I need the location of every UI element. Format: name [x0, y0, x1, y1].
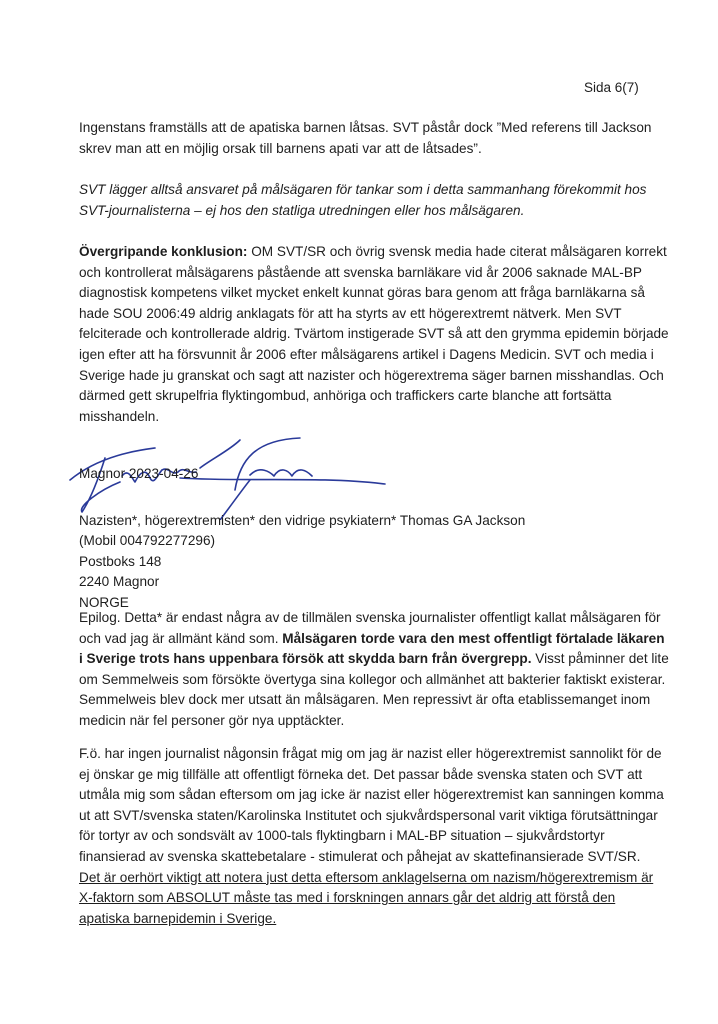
final-text: F.ö. har ingen journalist någonsin frågat mig om jag är nazist eller högerextremist sannolikt för de ej önskar ge mig tillfälle att offentligt förneka det. Det passar både svenska staten och SVT att utmåla mig som sådan eftersom om jag icke är nazist eller högerextremist kan sanningen komma ut att SVT/svenska staten/Karolinska Institutet och sjukvårdspersonal varit viktiga förutsättningar för tortyr av och sondsvält av 1000-tals flyktingbarn i MAL-BP situation – sjukvårdstortyr finansierad av svenska skattebetalare - stimulerat och påhejat av skattefinansierade SVT/SR. [79, 746, 664, 864]
conclusion-paragraph [79, 242, 669, 427]
epilog-text-start: Epilog. Detta* är endast några av de tillmälen svenska journalister offentligt kallat målsägaren för och vad jag är allmänt känd som. [79, 610, 661, 646]
paragraph-1 [79, 118, 669, 159]
epilog-bold-text: Målsägaren torde vara den mest offentligt förtalade läkaren i Sverige trots hans uppenbara försök att skydda barn från övergrepp. [79, 630, 665, 667]
page-number: Sida 6(7) [584, 80, 639, 95]
signature-name-line: Nazisten*, högerextremisten* den vidrige psykiatern* Thomas GA Jackson [79, 512, 526, 528]
place-date: Magnor 2023-04-26 [79, 466, 199, 481]
final-paragraph [79, 744, 669, 929]
paragraph-2 [79, 180, 669, 221]
conclusion-text: OM SVT/SR och övrig svensk media hade citerat målsägaren korrekt och kontrollerat målsägarens påstående att svenska barnläkare vid år 2006 saknade MAL-BP diagnostisk kompetens vilket mycket enkelt kunnat göras bara genom att fråga barnläkarna så hade SOU 2006:49 aldrig anklagats för att ha styrts av ett högerextremt nätverk. Men SVT felciterade och kontrollerade aldrig. Tvärtom instigerade SVT så att den grymma epidemin började igen efter att ha försvunnit år 2006 efter målsägarens artikel i Dagens Medicin. SVT och media i Sverige hade ju granskat och sagt att nazister och högerextrema säger barnen misshandlas. Och därmed gett skrupelfria flyktingombud, anhöriga och traffickers carte blanche att fortsätta misshandeln. [79, 244, 669, 424]
paragraph-1-text: Ingenstans framställs att de apatiska barnen låtsas. SVT påstår dock ”Med referens till Jackson skrev man att en möjlig orsak till barnens apati var att de låtsades”. [79, 120, 652, 156]
address-line-2: 2240 Magnor [79, 574, 160, 590]
address-line-1: Postboks 148 [79, 553, 162, 569]
phone-number: (Mobil 004792277296) [79, 533, 216, 549]
final-underlined-text: Det är oerhört viktigt att notera just detta eftersom anklagelserna om nazism/högerextremism är X-faktorn som ABSOLUT måste tas med i forskningen annars går det aldrig att förstå den apatiska barnepidemin i Sverige. [79, 869, 654, 926]
conclusion-heading: Övergripande konklusion: [79, 244, 248, 259]
epilog-paragraph [79, 608, 669, 732]
epilog-text-end: Visst påminner det lite om Semmelweis som försökte övertyga sina kollegor och allmänhet att bakterier faktiskt existerar. Semmelweis blev dock mer utsatt än målsägaren. Men repressivt är ofta etablissemanget inom medicin när fel personer gör nya upptäckter. [79, 651, 669, 728]
signature-block [79, 464, 679, 614]
address-country: NORGE [79, 594, 129, 610]
paragraph-2-text: SVT lägger alltså ansvaret på målsägaren för tankar som i detta sammanhang förekommit hos SVT-journalisterna – ej hos den statliga utredningen eller hos målsägaren. [79, 182, 647, 218]
